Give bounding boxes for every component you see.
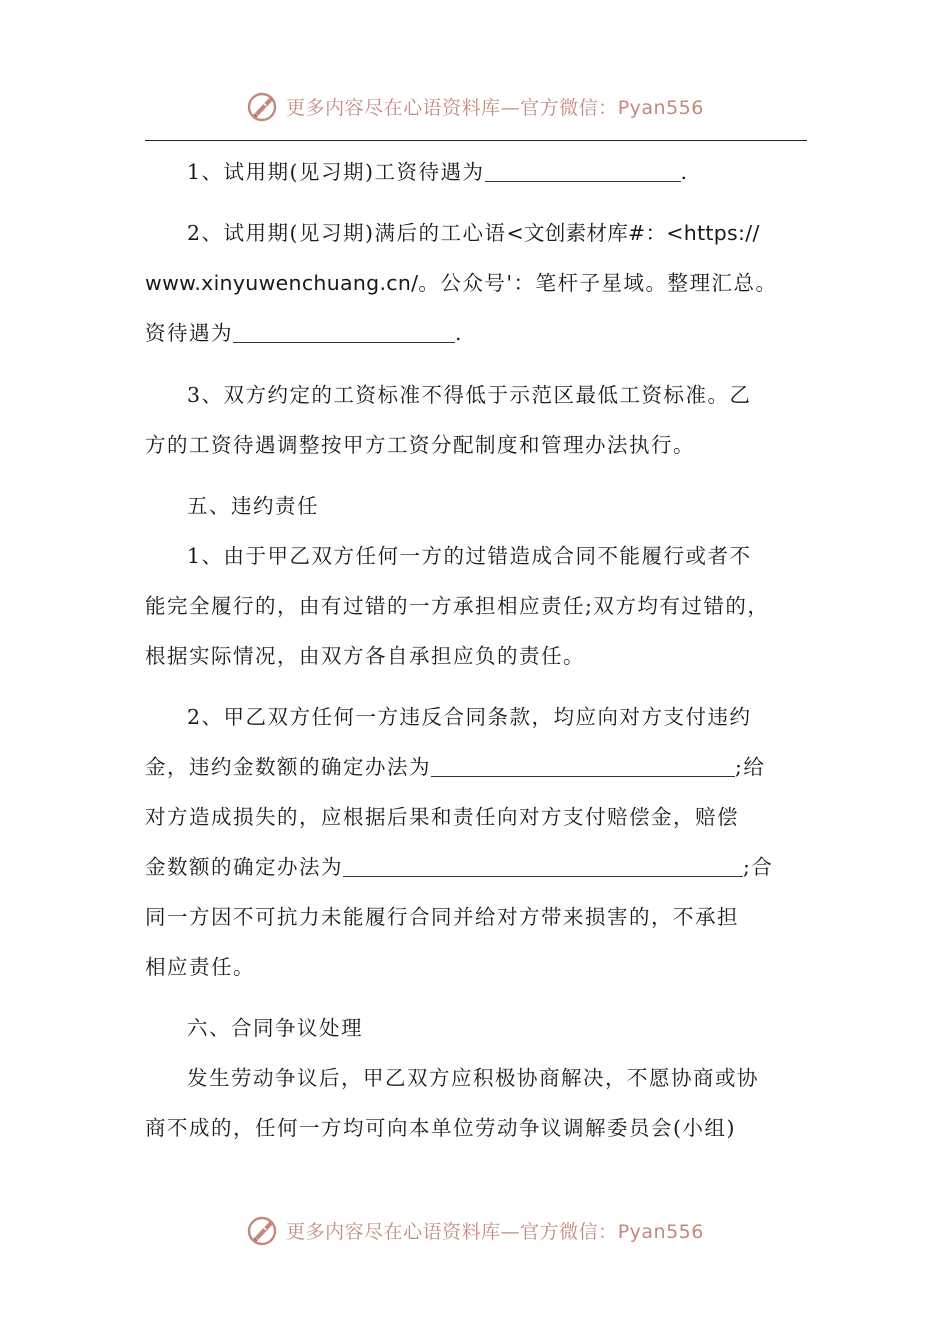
- line-text: 。公众号'：笔杆子星域。整理汇总。: [418, 271, 778, 295]
- header-divider: [145, 140, 807, 141]
- paragraph-post-probation-line2: [145, 258, 810, 308]
- fill-blank: [431, 754, 735, 777]
- paragraph-dispute-line1: 发生劳动争议后，甲乙双方应积极协商解决，不愿协商或协: [187, 1066, 759, 1090]
- banner-text: [286, 1217, 704, 1244]
- link-text: <文创素材库#：<https://: [506, 221, 760, 245]
- banner-dash: —: [500, 1220, 521, 1243]
- paragraph-wage-standard-line2: 方的工资待遇调整按甲方工资分配制度和管理办法执行。: [145, 433, 695, 457]
- banner-main: 更多内容尽在心语资料库: [286, 96, 501, 119]
- header-banner: [0, 84, 950, 128]
- line-text: 金数额的确定办法为: [145, 855, 343, 879]
- section-heading-dispute: 六、合同争议处理: [187, 1016, 363, 1040]
- line-end: ;给: [735, 755, 766, 779]
- paragraph-breach-line5: 同一方因不可抗力未能履行合同并给对方带来损害的，不承担: [145, 905, 739, 929]
- paragraph-post-probation-line3: [145, 308, 810, 358]
- banner-official: 官方微信：: [520, 96, 618, 119]
- banner-official: 官方微信：: [520, 1220, 618, 1243]
- line-end: ;合: [743, 855, 774, 879]
- banner-text: [286, 93, 704, 120]
- paragraph-dispute-line2: 商不成的，任何一方均可向本单位劳动争议调解委员会(小组): [145, 1116, 736, 1140]
- fill-blank: [485, 159, 681, 182]
- paragraph-fault-line2: 能完全履行的，由有过错的一方承担相应责任;双方均有过错的，: [145, 594, 770, 618]
- banner-wechat-id: Pyan556: [617, 1220, 704, 1243]
- paragraph-probation-wage: [145, 147, 852, 197]
- paragraph-breach-line6: 相应责任。: [145, 955, 255, 979]
- line-text: 1、试用期(见习期)工资待遇为: [187, 160, 485, 184]
- line-text: 2、试用期(见习期)满后的工心语: [187, 221, 507, 245]
- paragraph-wage-standard-line1: 3、双方约定的工资标准不得低于示范区最低工资标准。乙: [187, 383, 752, 407]
- paragraph-breach-line2: [145, 742, 810, 792]
- section-heading-liability: 五、违约责任: [187, 494, 319, 518]
- banner-main: 更多内容尽在心语资料库: [286, 1220, 501, 1243]
- paragraph-post-probation-line1: [145, 208, 852, 258]
- fill-blank: [233, 320, 455, 343]
- fill-blank: [343, 854, 743, 877]
- paragraph-breach-line3: 对方造成损失的，应根据后果和责任向对方支付赔偿金，赔偿: [145, 805, 739, 829]
- paragraph-fault-line3: 根据实际情况，由双方各自承担应负的责任。: [145, 644, 585, 668]
- banner-dash: —: [500, 96, 521, 119]
- paragraph-breach-line4: [145, 842, 810, 892]
- line-text: 资待遇为: [145, 321, 233, 345]
- banner-wechat-id: Pyan556: [617, 96, 704, 119]
- line-end: .: [455, 321, 464, 345]
- pen-logo-icon: [246, 1213, 280, 1247]
- paragraph-breach-line1: 2、甲乙双方任何一方违反合同条款，均应向对方支付违约: [187, 705, 752, 729]
- footer-banner: [0, 1208, 950, 1252]
- paragraph-fault-line1: 1、由于甲乙双方任何一方的过错造成合同不能履行或者不: [187, 544, 752, 568]
- line-end: .: [680, 160, 689, 184]
- line-text: 金，违约金数额的确定办法为: [145, 755, 431, 779]
- pen-logo-icon: [246, 89, 280, 123]
- url-text: www.xinyuwenchuang.cn/: [145, 271, 419, 295]
